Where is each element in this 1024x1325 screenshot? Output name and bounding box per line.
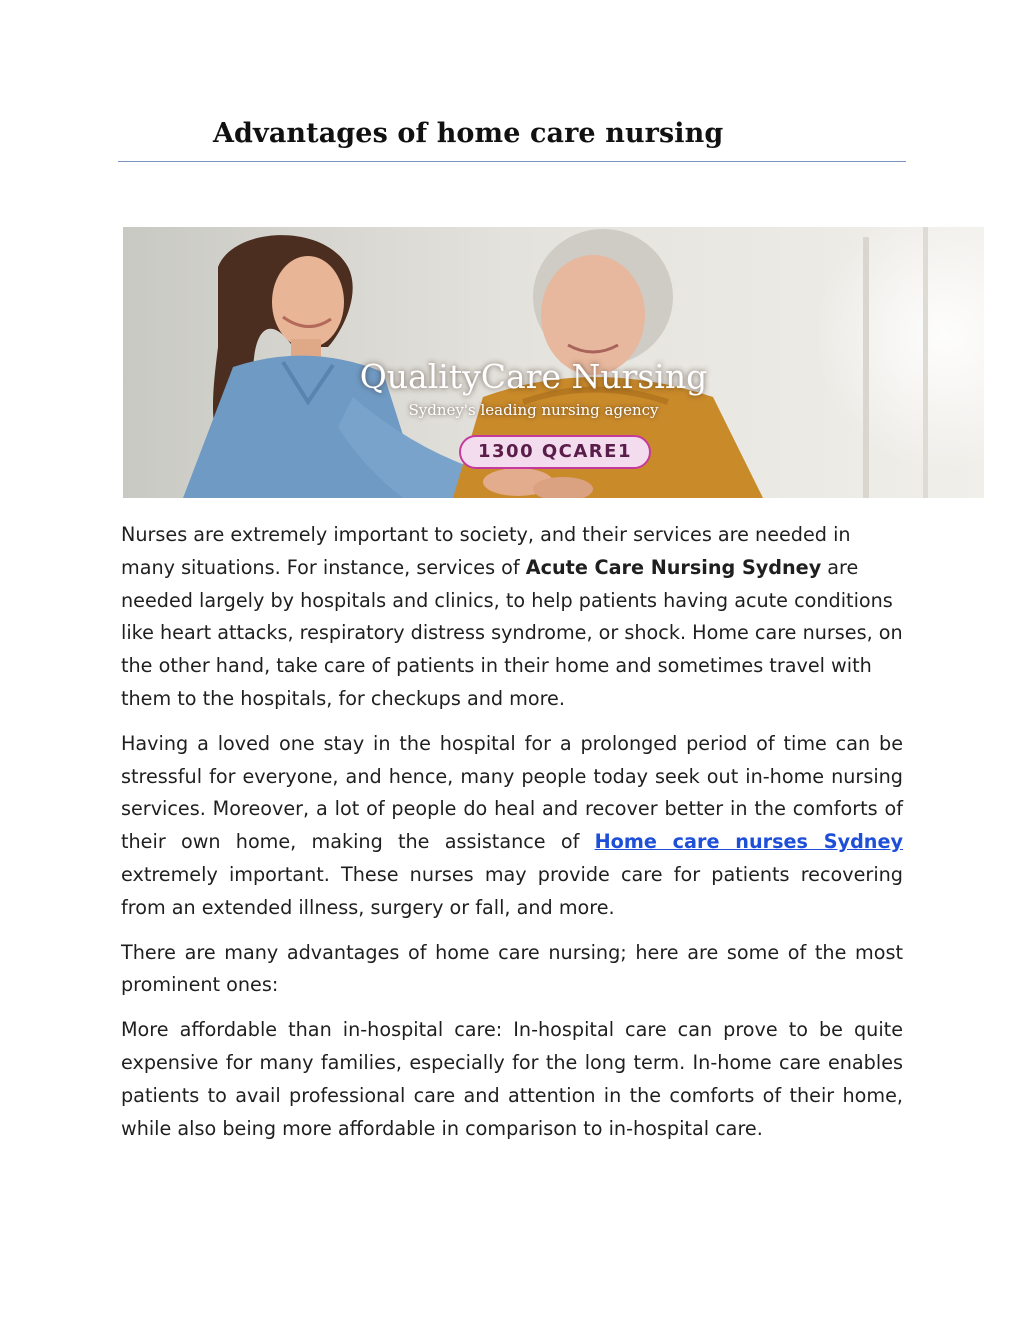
title-underline bbox=[118, 161, 906, 162]
paragraph-home-care bbox=[121, 728, 903, 925]
banner-brand-name: QualityCare Nursing bbox=[359, 357, 708, 396]
paragraph-home-care-text-end: extremely important. These nurses may provide care for patients recovering from an extended illness, surgery or fall, and more. bbox=[121, 862, 903, 919]
acute-care-term: Acute Care Nursing Sydney bbox=[525, 555, 822, 579]
paragraph-intro bbox=[121, 519, 903, 716]
banner-tagline: Sydney's leading nursing agency bbox=[408, 401, 659, 419]
paragraph-intro-text: Nurses are extremely important to society, and their services are needed in many situations. For instance, services of bbox=[121, 523, 851, 579]
article-body bbox=[121, 519, 903, 1157]
banner-image bbox=[123, 227, 984, 498]
paragraph-intro-text-end: are needed largely by hospitals and clinics, to help patients having acute conditions like heart attacks, respiratory distress syndrome, or shock. Home care nurses, on the other hand, take care of patients in their home and sometimes travel with them to the hospitals, for checkups and more. bbox=[121, 555, 903, 710]
paragraph-advantages-intro: There are many advantages of home care nursing; here are some of the most prominent ones: bbox=[121, 940, 903, 997]
paragraph-home-care-text: Having a loved one stay in the hospital for a prolonged period of time can be stressful for everyone, and hence, many people today seek out in-home nursing services. Moreover, a lot of people do heal and recover better in the comforts of their own home, making the assistance of bbox=[121, 731, 903, 854]
banner-phone-badge: 1300 QCARE1 bbox=[459, 435, 651, 469]
home-care-nurses-link[interactable]: Home care nurses Sydney bbox=[594, 830, 903, 854]
paragraph-affordable: More affordable than in-hospital care: In-hospital care can prove to be quite expensive for many families, especially for the long term. In-home care enables patients to avail professional care and attention in the comforts of their home, while also being more affordable in comparison to in-hospital care. bbox=[121, 1018, 903, 1140]
page-title: Advantages of home care nursing bbox=[213, 118, 724, 149]
